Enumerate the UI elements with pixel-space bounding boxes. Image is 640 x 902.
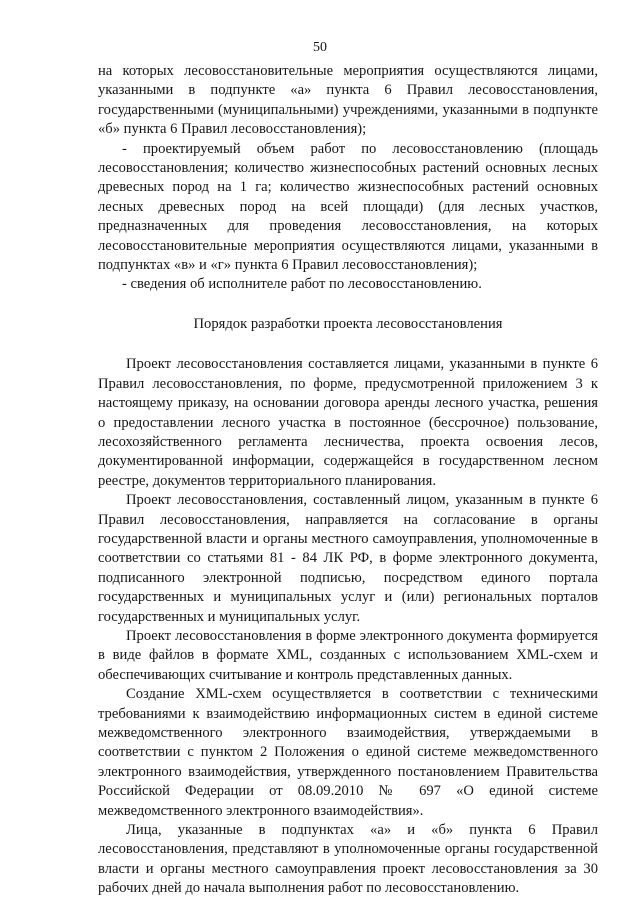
section-heading: Порядок разработки проекта лесовосстановления bbox=[193, 315, 503, 332]
paragraph-project-preparation: Проект лесовосстановления составляется лицами, указанными в пункте 6 Правил лесовосстановления, по форме, предусмотренной приложением 3 к настоящему приказу, на основании договора аренды лесного участка, решения о предоставлении лесного участка в постоянное (бессрочное) пользование, лесохозяйственного регламента лесничества, проекта освоения лесов, документированной информации, содержащейся в государственном лесном реестре, документов территориального планирования. bbox=[98, 356, 598, 489]
paragraph-continuation: на которых лесовосстановительные мероприятия осуществляются лицами, указанными в подпункте «а» пункта 6 Правил лесовосстановления, государственными (муниципальными) учреждениями, указанными в подпункте «б» пункта 6 Правил лесовосстановления); bbox=[98, 63, 598, 138]
page-number: 50 bbox=[313, 40, 327, 55]
paragraph-project-approval: Проект лесовосстановления, составленный лицом, указанным в пункте 6 Правил лесовосстановления, направляется на согласование в органы государственной власти и органы местного самоуправления, уполномоченные в соответствии со статьями 81 - 84 ЛК РФ, в форме электронного документа, подписанного электронной подписью, посредством единого портала государственных и муниципальных услуг и (или) региональных порталов государственных и муниципальных услуг. bbox=[98, 492, 598, 625]
document-body bbox=[98, 62, 598, 899]
paragraph-xml-schemas: Создание XML-схем осуществляется в соответствии с техническими требованиями к взаимодействию информационных систем в единой системе межведомственного электронного взаимодействия, утверждаемыми в соответствии с пунктом 2 Положения о единой системе межведомственного электронного взаимодействия, утвержденного постановлением Правительства Российской Федерации от 08.09.2010 № 697 «О единой системе межведомственного электронного взаимодействия». bbox=[98, 686, 598, 819]
list-item-contractor-info: - сведения об исполнителе работ по лесовосстановлению. bbox=[122, 276, 482, 293]
list-item-planned-volume: - проектируемый объем работ по лесовосстановлению (площадь лесовосстановления; количество жизнеспособных растений основных лесных древесных пород на 1 га; количество жизнеспособных растений основных лесных древесных пород на всей площади) (для лесных участков, предназначенных для проведения лесовосстановления, на которых лесовосстановительные мероприятия осуществляются лицами, указанными в подпунктах «в» и «г» пункта 6 Правил лесовосстановления); bbox=[98, 140, 598, 274]
paragraph-submission-deadline: Лица, указанные в подпунктах «а» и «б» пункта 6 Правил лесовосстановления, представляют в уполномоченные органы государственной власти и органы местного самоуправления проект лесовосстановления за 30 рабочих дней до начала выполнения работ по лесовосстановлению. bbox=[98, 822, 598, 897]
paragraph-xml-format: Проект лесовосстановления в форме электронного документа формируется в виде файлов в формате XML, созданных с использованием XML-схем и обеспечивающих считывание и контроль представленных данных. bbox=[98, 627, 598, 683]
